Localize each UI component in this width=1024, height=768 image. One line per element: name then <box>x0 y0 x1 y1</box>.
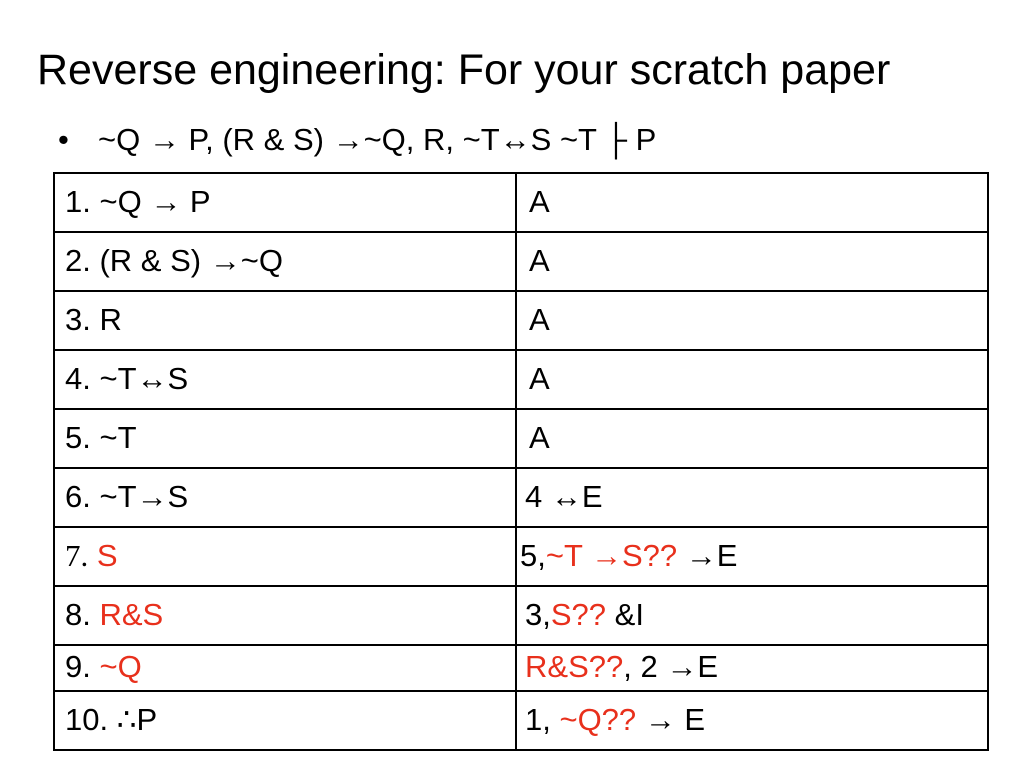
justification-text: A <box>529 361 550 396</box>
statement-cell <box>54 468 516 527</box>
justification-cell <box>516 645 988 691</box>
table-row <box>54 586 988 645</box>
statement-cell <box>54 691 516 750</box>
table-row <box>54 350 988 409</box>
statement-text: R <box>99 302 122 337</box>
justification-cell <box>516 232 988 291</box>
statement-text-red: R&S <box>99 597 164 632</box>
premises-bullet <box>58 118 656 162</box>
line-number: 7. <box>65 538 89 573</box>
justification-cell <box>516 586 988 645</box>
justification-rule: &I <box>606 597 644 632</box>
statement-cell <box>54 291 516 350</box>
justification-rule: , 2 →E <box>623 649 718 684</box>
justification-cell <box>516 409 988 468</box>
statement-text-red: ~Q <box>99 649 142 684</box>
justification-rule: →E <box>677 538 738 573</box>
justification-text-red: ~Q?? <box>559 702 637 737</box>
proof-table <box>53 172 989 751</box>
statement-text: ~Q → P <box>99 184 211 219</box>
slide-title: Reverse engineering: For your scratch paper <box>37 46 891 94</box>
statement-cell <box>54 586 516 645</box>
justification-text: 1, <box>525 702 560 737</box>
statement-cell <box>54 409 516 468</box>
line-number: 6. <box>65 479 91 514</box>
table-row <box>54 232 988 291</box>
line-number: 9. <box>65 649 91 684</box>
statement-cell <box>54 645 516 691</box>
statement-text: (R & S) →~Q <box>99 243 283 278</box>
justification-text: 4 ↔E <box>525 479 603 514</box>
table-row <box>54 173 988 232</box>
justification-text-red: ~T →S?? <box>545 538 678 573</box>
justification-text: A <box>529 243 550 278</box>
justification-text: 5, <box>520 538 546 573</box>
line-number: 10. <box>65 702 109 737</box>
table-row <box>54 291 988 350</box>
justification-cell <box>516 350 988 409</box>
table-row <box>54 691 988 750</box>
justification-cell <box>516 291 988 350</box>
table-row <box>54 527 988 586</box>
table-row <box>54 645 988 691</box>
justification-text: A <box>529 184 550 219</box>
line-number: 1. <box>65 184 91 219</box>
line-number: 2. <box>65 243 91 278</box>
statement-text-red: S <box>96 538 118 573</box>
line-number: 4. <box>65 361 91 396</box>
statement-cell <box>54 527 516 586</box>
justification-text: A <box>529 302 550 337</box>
justification-rule: → E <box>636 702 706 737</box>
statement-text: ~T <box>99 420 137 455</box>
table-row <box>54 468 988 527</box>
line-number: 3. <box>65 302 91 337</box>
statement-cell <box>54 173 516 232</box>
justification-cell <box>516 468 988 527</box>
table-row <box>54 409 988 468</box>
statement-text: ∴P <box>116 702 158 737</box>
statement-cell <box>54 350 516 409</box>
bullet-marker: • <box>58 122 69 157</box>
justification-text-red: S?? <box>550 597 607 632</box>
justification-cell <box>516 173 988 232</box>
line-number: 5. <box>65 420 91 455</box>
justification-text: 3, <box>525 597 551 632</box>
statement-text: ~T↔S <box>99 361 189 396</box>
statement-text: ~T→S <box>99 479 189 514</box>
line-number: 8. <box>65 597 91 632</box>
justification-cell <box>516 527 988 586</box>
premises-text: ~Q → P, (R & S) →~Q, R, ~T↔S ~T ├ P <box>98 122 657 157</box>
justification-text-red: R&S?? <box>525 649 624 684</box>
justification-cell <box>516 691 988 750</box>
statement-cell <box>54 232 516 291</box>
justification-text: A <box>529 420 550 455</box>
